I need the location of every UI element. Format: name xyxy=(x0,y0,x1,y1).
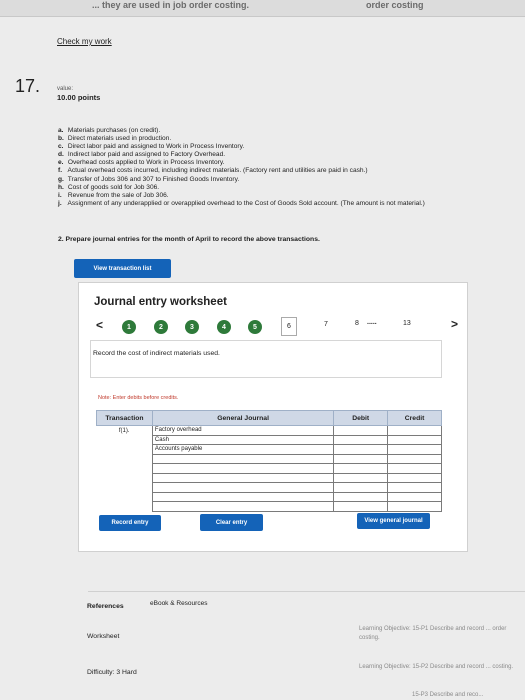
debit-input[interactable] xyxy=(334,445,388,455)
step-13-button[interactable]: 13 xyxy=(403,320,411,327)
journal-table xyxy=(96,410,442,512)
account-select[interactable] xyxy=(152,464,333,474)
learning-objective: Learning Objective: 15-P2 Describe and record ... costing. xyxy=(359,664,514,670)
worksheet-title: Journal entry worksheet xyxy=(94,296,227,308)
header-credit: Credit xyxy=(388,411,442,426)
debit-input[interactable] xyxy=(334,435,388,445)
transaction-item: i. Revenue from the sale of Job 306. xyxy=(58,191,169,199)
debit-input[interactable] xyxy=(334,473,388,483)
transaction-item: a. Materials purchases (on credit). xyxy=(58,127,161,134)
account-select[interactable]: Accounts payable xyxy=(152,445,333,455)
transaction-item: b. Direct materials used in production. xyxy=(58,135,172,143)
table-row xyxy=(97,426,442,436)
step-5-button[interactable]: 5 xyxy=(248,320,262,334)
value-label: value: xyxy=(57,86,74,92)
top-band-left-text: ... they are used in job order costing. xyxy=(92,0,250,10)
check-my-work-link[interactable]: Check my work xyxy=(57,37,112,46)
step-3-button[interactable]: 3 xyxy=(185,320,199,334)
instruction-text: Record the cost of indirect materials used. xyxy=(93,350,220,357)
credit-input[interactable] xyxy=(388,426,442,436)
debit-input[interactable] xyxy=(334,426,388,436)
table-row xyxy=(97,473,442,483)
chevron-right-icon[interactable]: > xyxy=(451,317,459,331)
step-1-button[interactable]: 1 xyxy=(122,320,136,334)
top-band xyxy=(0,0,525,17)
step-2-button[interactable]: 2 xyxy=(154,320,168,334)
debit-input[interactable] xyxy=(334,492,388,502)
header-general-journal: General Journal xyxy=(152,411,333,426)
transaction-cell xyxy=(97,454,153,464)
header-debit: Debit xyxy=(334,411,388,426)
account-select[interactable] xyxy=(152,473,333,483)
debit-input[interactable] xyxy=(334,464,388,474)
journal-entry-worksheet xyxy=(78,282,468,552)
transaction-item: g. Transfer of Jobs 306 and 307 to Finished Goods Inventory. xyxy=(58,175,240,183)
credit-input[interactable] xyxy=(388,502,442,512)
credit-input[interactable] xyxy=(388,464,442,474)
transaction-cell xyxy=(97,445,153,455)
table-row xyxy=(97,492,442,502)
table-row xyxy=(97,445,442,455)
table-row xyxy=(97,454,442,464)
account-select[interactable] xyxy=(152,483,333,493)
instruction-box xyxy=(90,340,442,378)
table-row xyxy=(97,483,442,493)
references-label: References xyxy=(87,603,124,610)
prepare-instruction: 2. Prepare journal entries for the month of April to record the above transactions. xyxy=(58,236,320,243)
learning-objective: 15-P3 Describe and reco... xyxy=(412,692,484,698)
transaction-item: f. Actual overhead costs incurred, including indirect materials. (Factory rent and utilities are paid in cash.) xyxy=(58,167,368,175)
step-6-current[interactable]: 6 xyxy=(281,317,297,336)
transaction-list xyxy=(58,127,438,208)
record-entry-button[interactable]: Record entry xyxy=(99,515,161,531)
top-band-right-text: order costing xyxy=(366,0,424,10)
steps-ellipsis: ..... xyxy=(367,319,377,326)
account-select[interactable] xyxy=(152,454,333,464)
credit-input[interactable] xyxy=(388,454,442,464)
view-general-journal-button[interactable]: View general journal xyxy=(357,513,430,529)
table-row xyxy=(97,464,442,474)
worksheet-label: Worksheet xyxy=(87,633,120,640)
account-select[interactable]: Cash xyxy=(152,435,333,445)
section-divider xyxy=(88,591,525,592)
debit-input[interactable] xyxy=(334,502,388,512)
debit-input[interactable] xyxy=(334,454,388,464)
transaction-item: e. Overhead costs applied to Work in Process Inventory. xyxy=(58,159,225,167)
learning-objective: Learning Objective: 15-P1 Describe and record ... order costing. xyxy=(359,626,507,641)
transaction-item: h. Cost of goods sold for Job 306. xyxy=(58,183,160,191)
transaction-cell xyxy=(97,502,153,512)
clear-entry-button[interactable]: Clear entry xyxy=(200,514,263,531)
transaction-item: c. Direct labor paid and assigned to Work in Process Inventory. xyxy=(58,143,245,151)
transaction-cell xyxy=(97,435,153,445)
chevron-left-icon[interactable]: < xyxy=(96,318,104,332)
note-text: Note: Enter debits before credits. xyxy=(98,395,179,401)
credit-input[interactable] xyxy=(388,492,442,502)
account-select[interactable] xyxy=(152,492,333,502)
header-transaction: Transaction xyxy=(97,411,153,426)
credit-input[interactable] xyxy=(388,473,442,483)
credit-input[interactable] xyxy=(388,435,442,445)
debit-input[interactable] xyxy=(334,483,388,493)
transaction-cell: f(1). xyxy=(118,427,130,434)
transaction-cell xyxy=(97,492,153,502)
difficulty-label: Difficulty: 3 Hard xyxy=(87,669,137,676)
step-8-button[interactable]: 8 xyxy=(355,320,359,327)
view-transaction-list-button[interactable]: View transaction list xyxy=(74,259,171,278)
step-4-button[interactable]: 4 xyxy=(217,320,231,334)
transaction-item: j. Assignment of any underapplied or overapplied overhead to the Cost of Goods Sold account. (The amount is not material.) xyxy=(58,199,425,207)
transaction-cell xyxy=(97,483,153,493)
account-select[interactable] xyxy=(152,502,333,512)
table-row xyxy=(97,502,442,512)
question-points: 10.00 points xyxy=(57,93,101,102)
account-select[interactable]: Factory overhead xyxy=(152,426,333,436)
transaction-item: d. Indirect labor paid and assigned to Factory Overhead. xyxy=(58,151,226,159)
transaction-cell xyxy=(97,464,153,474)
credit-input[interactable] xyxy=(388,483,442,493)
transaction-cell xyxy=(97,473,153,483)
question-number: 17. xyxy=(15,76,41,96)
ebook-resources-link[interactable]: eBook & Resources xyxy=(150,600,208,607)
table-row xyxy=(97,435,442,445)
credit-input[interactable] xyxy=(388,445,442,455)
step-7-button[interactable]: 7 xyxy=(324,321,328,328)
